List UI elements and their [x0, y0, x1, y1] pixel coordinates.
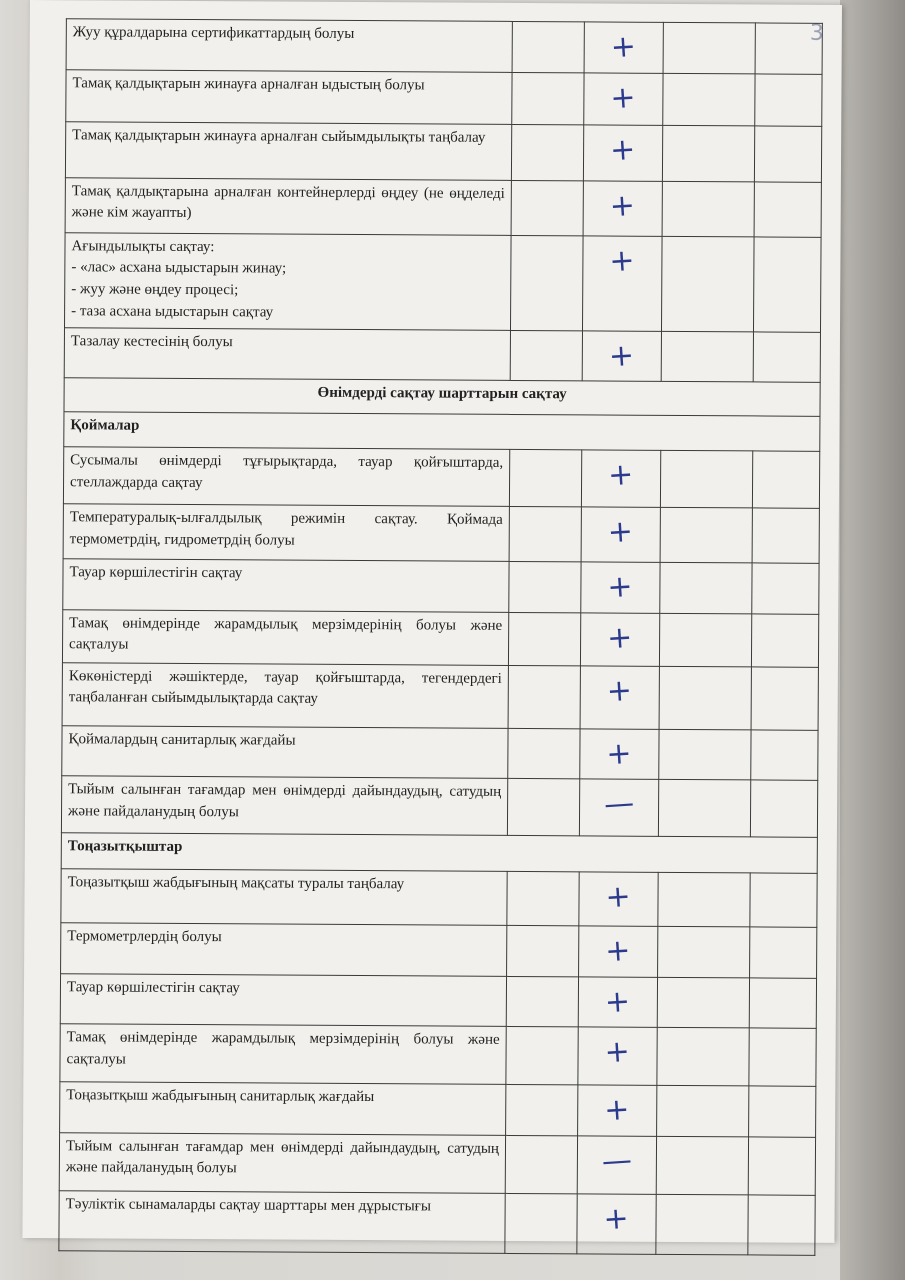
- handwritten-mark: [581, 450, 660, 507]
- empty-cell: [505, 1193, 577, 1253]
- empty-cell: [750, 873, 817, 927]
- table-row: [65, 121, 821, 182]
- empty-cell: [509, 561, 581, 612]
- empty-cell: [657, 1027, 749, 1086]
- table-row: [63, 559, 819, 614]
- table-row: [60, 1082, 816, 1137]
- subsection-heading: Қоймалар: [64, 412, 820, 452]
- requirement-text: Тауар көршілестігін сақтау: [63, 559, 509, 612]
- handwritten-mark: [577, 1193, 656, 1253]
- requirement-text: Жуу құралдарына сертификаттардың болуы: [66, 19, 512, 72]
- mark-glyph: +: [605, 735, 634, 772]
- table-row: [66, 69, 822, 126]
- empty-cell: [662, 181, 754, 237]
- empty-cell: [749, 1086, 816, 1137]
- empty-cell: [748, 1194, 815, 1254]
- handwritten-mark: [580, 612, 659, 665]
- requirement-text: Тоңазытқыш жабдығының санитарлық жағдайы: [60, 1082, 506, 1135]
- handwritten-mark: [579, 872, 658, 926]
- empty-cell: [657, 1085, 749, 1136]
- handwritten-mark: [578, 976, 657, 1027]
- background-surface: [840, 0, 905, 1280]
- empty-cell: [749, 977, 816, 1028]
- empty-cell: [508, 665, 580, 728]
- requirement-text: Термометрлердің болуы: [61, 923, 507, 976]
- table-row: [63, 447, 819, 509]
- checklist-table: [58, 18, 823, 1255]
- empty-cell: [755, 73, 822, 125]
- requirement-text: Тауар көршілестігін сақтау: [60, 973, 506, 1026]
- requirement-text: Тамақ қалдықтарына арналған контейнерлерді өңдеу (не өңделеді және кім жауапты): [65, 177, 511, 235]
- handwritten-mark: [578, 1027, 657, 1085]
- empty-cell: [659, 613, 751, 667]
- empty-cell: [663, 22, 755, 73]
- handwritten-mark: [582, 235, 662, 330]
- empty-cell: [661, 236, 754, 332]
- mark-glyph: —: [600, 1142, 633, 1180]
- requirement-text: [65, 232, 512, 330]
- empty-cell: [656, 1136, 748, 1195]
- empty-cell: [509, 506, 581, 561]
- mark-glyph: +: [603, 1033, 632, 1071]
- empty-cell: [507, 925, 579, 976]
- requirement-text: Тамақ өнімдерінде жарамдылық мерзімдерінің болуы және сақталуы: [60, 1024, 506, 1085]
- table-row: [65, 232, 822, 332]
- empty-cell: [749, 1028, 816, 1086]
- table-row: [62, 609, 818, 667]
- handwritten-mark: [581, 507, 660, 562]
- handwritten-mark: [577, 1135, 656, 1193]
- table-row: [59, 1190, 815, 1255]
- empty-cell: [755, 20, 824, 74]
- mark-glyph: +: [607, 456, 635, 494]
- empty-cell: [659, 729, 751, 780]
- table-row: [64, 327, 820, 382]
- empty-cell: [506, 1084, 578, 1135]
- mark-glyph: +: [602, 1200, 631, 1237]
- mark-glyph: —: [602, 785, 636, 823]
- table-row: [63, 504, 819, 564]
- handwritten-mark: [584, 22, 663, 73]
- requirement-text: Қоймалардың санитарлық жағдайы: [62, 725, 508, 778]
- empty-cell: [512, 72, 584, 124]
- handwritten-mark: [580, 728, 659, 779]
- empty-cell: [662, 125, 754, 182]
- handwritten-mark: [581, 562, 660, 613]
- empty-cell: [657, 977, 749, 1028]
- table-row: [61, 833, 817, 874]
- mark-glyph: +: [604, 878, 633, 916]
- empty-cell: [751, 666, 818, 729]
- page-number: 3: [809, 20, 824, 46]
- mark-glyph: +: [609, 131, 637, 168]
- requirement-text: Тәуліктік сынамаларды сақтау шарттары мен дұрыстығы: [59, 1190, 505, 1253]
- requirement-line: - таза асхана ыдыстарын сақтау: [71, 303, 274, 321]
- empty-cell: [510, 235, 583, 330]
- empty-cell: [659, 666, 751, 730]
- requirement-line: - жуу және өңдеу процесі;: [71, 281, 239, 299]
- table-row: [61, 923, 817, 978]
- table-row: [64, 412, 820, 452]
- empty-cell: [752, 563, 819, 614]
- empty-cell: [656, 1194, 748, 1255]
- table-row: [62, 662, 818, 730]
- requirement-text: Тамақ өнімдерінде жарамдылық мерзімдерінің болуы және сақталуы: [62, 609, 508, 665]
- requirement-text: Тыйым салынған тағамдар мен өнімдерді дайындаудың, сатудың және пайдаланудың болуы: [61, 776, 507, 836]
- empty-cell: [508, 612, 580, 665]
- table-row: [60, 1024, 816, 1087]
- handwritten-mark: [579, 926, 658, 977]
- empty-cell: [753, 331, 820, 382]
- empty-cell: [753, 236, 821, 331]
- empty-cell: [510, 330, 582, 381]
- handwritten-mark: [584, 72, 663, 124]
- empty-cell: [658, 926, 750, 977]
- table-row: [60, 973, 816, 1028]
- table-row: [65, 177, 821, 237]
- table-row: [62, 725, 818, 780]
- mark-glyph: +: [604, 932, 632, 970]
- mark-glyph: +: [609, 79, 638, 116]
- requirement-text: Тоңазытқыш жабдығының мақсаты туралы таңбалау: [61, 869, 507, 926]
- empty-cell: [658, 779, 750, 837]
- empty-cell: [750, 927, 817, 978]
- empty-cell: [508, 728, 580, 779]
- empty-cell: [512, 21, 584, 72]
- mark-glyph: +: [603, 1091, 631, 1129]
- table-row: [66, 19, 822, 74]
- empty-cell: [661, 331, 753, 382]
- handwritten-mark: [583, 124, 662, 180]
- requirement-text: Тазалау кестесінің болуы: [64, 327, 510, 380]
- empty-cell: [660, 507, 752, 563]
- empty-cell: [754, 125, 821, 181]
- mark-glyph: +: [604, 983, 632, 1020]
- empty-cell: [752, 508, 819, 563]
- requirement-text: Тамақ қалдықтарын жинауға арналған ыдыстың болуы: [66, 69, 512, 124]
- table-row: [64, 378, 820, 417]
- mark-glyph: +: [609, 187, 637, 224]
- mark-glyph: +: [610, 28, 638, 66]
- empty-cell: [506, 976, 578, 1027]
- requirement-text: Температуралық-ылғалдылық режимін сақтау. Қоймада термометрдің, гидрометрдің болуы: [63, 504, 509, 562]
- mark-glyph: +: [608, 242, 637, 279]
- handwritten-mark: [579, 779, 658, 836]
- document-page: [22, 0, 842, 1243]
- mark-glyph: +: [606, 568, 635, 606]
- empty-cell: [751, 613, 818, 666]
- handwritten-mark: [583, 180, 662, 235]
- requirement-text: Сусымалы өнімдерді тұғырықтарда, тауар қойғыштарда, стеллаждарда сақтау: [63, 447, 509, 507]
- empty-cell: [660, 450, 752, 508]
- requirement-line: Ағындылықты сақтау:: [71, 237, 215, 255]
- requirement-text: Көкөністерді жәшіктерде, тауар қойғыштарда, тегендердегі таңбаланған сыйымдылықтарда сақтау: [62, 662, 508, 728]
- empty-cell: [754, 181, 821, 236]
- empty-cell: [506, 1026, 578, 1084]
- requirement-text: Тыйым салынған тағамдар мен өнімдерді дайындаудың, сатудың және пайдаланудың болуы: [59, 1132, 505, 1193]
- mark-glyph: +: [606, 672, 634, 709]
- empty-cell: [507, 778, 579, 835]
- subsection-heading: Тоңазытқыштар: [61, 833, 817, 874]
- empty-cell: [748, 1136, 815, 1194]
- table-row: [61, 776, 817, 838]
- empty-cell: [511, 124, 583, 180]
- handwritten-mark: [578, 1085, 657, 1136]
- empty-cell: [750, 780, 817, 837]
- empty-cell: [511, 180, 583, 235]
- table-row: [61, 869, 817, 928]
- requirement-text: Тамақ қалдықтарын жинауға арналған сыйымдылықты таңбалау: [65, 121, 511, 180]
- mark-glyph: +: [606, 619, 634, 656]
- empty-cell: [505, 1135, 577, 1193]
- table-row: [59, 1132, 815, 1195]
- handwritten-mark: [582, 330, 661, 381]
- empty-cell: [751, 729, 818, 780]
- handwritten-mark: [580, 665, 659, 728]
- requirement-line: - «лас» асхана ыдыстарын жинау;: [71, 259, 287, 277]
- section-heading: Өнімдерді сақтау шарттарын сақтау: [64, 378, 820, 417]
- empty-cell: [509, 449, 581, 506]
- mark-glyph: +: [607, 513, 635, 551]
- empty-cell: [752, 451, 819, 508]
- empty-cell: [507, 871, 579, 925]
- empty-cell: [663, 73, 755, 126]
- mark-glyph: +: [608, 337, 636, 374]
- empty-cell: [660, 562, 752, 613]
- empty-cell: [658, 872, 750, 927]
